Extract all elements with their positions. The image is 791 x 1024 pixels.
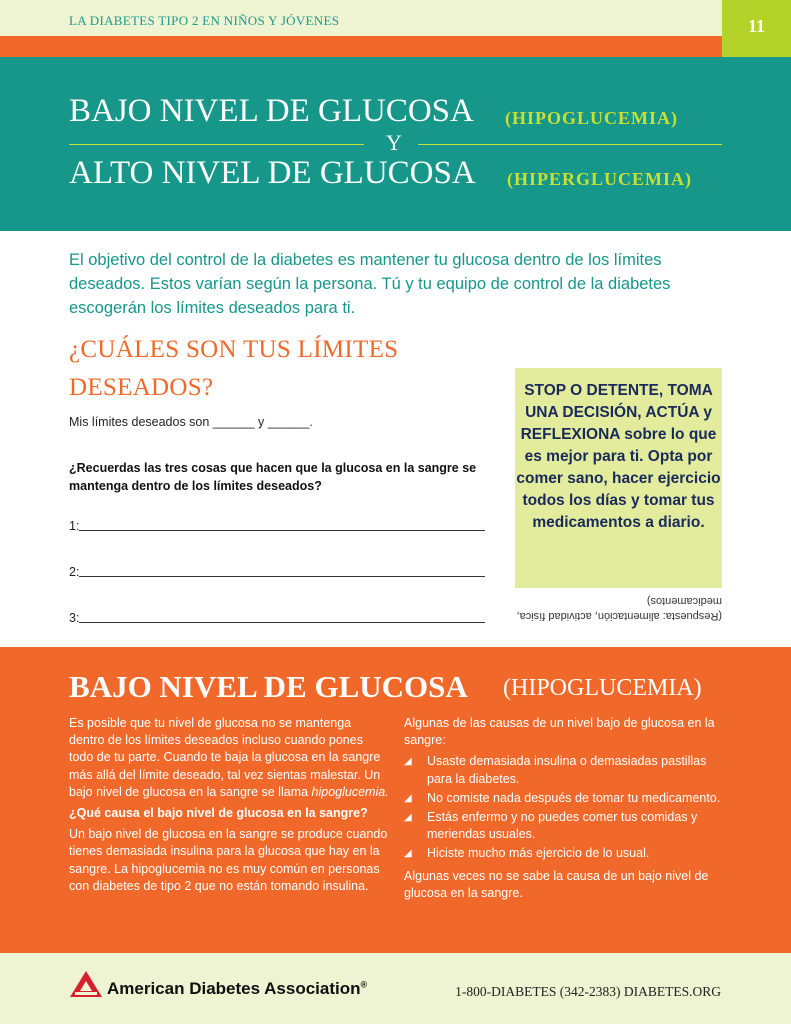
page-number: 11 bbox=[747, 16, 765, 36]
answer-line-2[interactable] bbox=[69, 561, 485, 581]
hypoglycemia-section bbox=[0, 647, 791, 953]
series-title: LA DIABETES TIPO 2 EN NIÑOS Y JÓVENES bbox=[69, 13, 340, 28]
hypo-left-column bbox=[69, 715, 389, 899]
stop-callout-box bbox=[515, 368, 722, 588]
hypo-intro-text: Es posible que tu nivel de glucosa no se mantenga dentro de los límites deseados incluso cuando pones todo de tu parte. Cuando te baja la glucosa en la sangre más allá del límite deseado, tal vez sientas malestar. Un bajo nivel de glucosa en la sangre se llama bbox=[69, 716, 381, 799]
list-item bbox=[404, 809, 724, 843]
upside-down-answer: (Respuesta: alimentación, actividad física, medicamentos) bbox=[516, 595, 722, 622]
list-item bbox=[404, 790, 724, 807]
title-hypo-sub: (HIPOGLUCEMIA) bbox=[505, 108, 678, 128]
limits-section bbox=[0, 231, 791, 647]
list-item bbox=[404, 845, 724, 862]
answer-number: 3: bbox=[69, 611, 80, 625]
cause-explanation: Un bajo nivel de glucosa en la sangre se produce cuando tienes demasiada insulina para la glucosa que hay en la sangre. La hipoglucemia no es muy común en personas con diabetes de tipo 2 que no están tomando insulina. bbox=[69, 827, 388, 893]
answer-underline bbox=[79, 622, 485, 623]
causes-outro: Algunas veces no se sabe la causa de un bajo nivel de glucosa en la sangre. bbox=[404, 868, 709, 900]
top-band bbox=[0, 0, 791, 36]
orange-stripe bbox=[0, 36, 722, 57]
hypo-title: BAJO NIVEL DE GLUCOSA bbox=[69, 669, 468, 704]
title-hyper-main: ALTO NIVEL DE GLUCOSA bbox=[69, 155, 476, 191]
hypo-term: hipoglucemia. bbox=[311, 784, 389, 799]
title-divider-left bbox=[69, 144, 364, 145]
answer-underline bbox=[79, 530, 485, 531]
footer bbox=[0, 953, 791, 1024]
intro-paragraph: El objetivo del control de la diabetes es mantener tu glucosa dentro de los límites deseados. Estos varían según la persona. Tú y tu equipo de control de la diabetes escogerán los límites deseados para ti. bbox=[69, 251, 671, 317]
answer-line-1[interactable] bbox=[69, 515, 485, 535]
causes-intro: Algunas de las causas de un nivel bajo de glucosa en la sangre: bbox=[404, 716, 715, 748]
title-hypo-main: BAJO NIVEL DE GLUCOSA bbox=[69, 93, 474, 129]
title-divider-right bbox=[418, 144, 722, 145]
bullet-arrow-icon: ◢ bbox=[404, 848, 412, 860]
hypo-subtitle: (HIPOGLUCEMIA) bbox=[503, 675, 702, 701]
answer-number: 2: bbox=[69, 565, 80, 579]
title-banner bbox=[0, 57, 791, 231]
answer-underline bbox=[79, 576, 485, 577]
bullet-arrow-icon: ◢ bbox=[404, 792, 412, 804]
causes-list bbox=[404, 753, 724, 862]
limits-prompt: Mis límites deseados son ______ y ______. bbox=[69, 415, 313, 429]
title-hyper-sub: (HIPERGLUCEMIA) bbox=[507, 169, 692, 189]
title-connector: Y bbox=[386, 130, 402, 155]
page-number-box bbox=[722, 0, 791, 57]
question-text: ¿Recuerdas las tres cosas que hacen que la glucosa en la sangre se mantenga dentro de los límites deseados? bbox=[69, 461, 477, 493]
bullet-arrow-icon: ◢ bbox=[404, 756, 412, 768]
limits-heading: ¿CUÁLES SON TUS LÍMITES DESEADOS? bbox=[69, 336, 399, 401]
cause-text: No comiste nada después de tomar tu medicamento. bbox=[427, 790, 721, 805]
ada-wordmark bbox=[107, 979, 367, 999]
bullet-arrow-icon: ◢ bbox=[404, 812, 412, 824]
registered-mark: ® bbox=[360, 979, 368, 990]
cause-text: Estás enfermo y no puedes comer tus comidas y meriendas usuales. bbox=[427, 810, 698, 842]
cause-question: ¿Qué causa el bajo nivel de glucosa en la sangre? bbox=[69, 806, 368, 821]
hypo-right-column bbox=[404, 715, 724, 906]
org-name: American Diabetes Association bbox=[107, 979, 361, 998]
list-item bbox=[404, 753, 724, 787]
hypo-intro-paragraph bbox=[69, 715, 389, 801]
answer-number: 1: bbox=[69, 519, 80, 533]
footer-contact[interactable]: 1-800-DIABETES (342-2383) DIABETES.ORG bbox=[455, 984, 721, 999]
answer-line-3[interactable] bbox=[69, 607, 485, 627]
callout-text: STOP O DETENTE, TOMA UNA DECISIÓN, ACTÚA y REFLEXIONA sobre lo que es mejor para ti. Opta por comer sano, hacer ejercicio todos los días y tomar tus medicamentos a diario. bbox=[516, 382, 721, 531]
cause-text: Usaste demasiada insulina o demasiadas pastillas para la diabetes. bbox=[427, 754, 707, 786]
cause-text: Hiciste mucho más ejercicio de lo usual. bbox=[427, 846, 650, 861]
ada-logo-icon bbox=[69, 970, 103, 998]
